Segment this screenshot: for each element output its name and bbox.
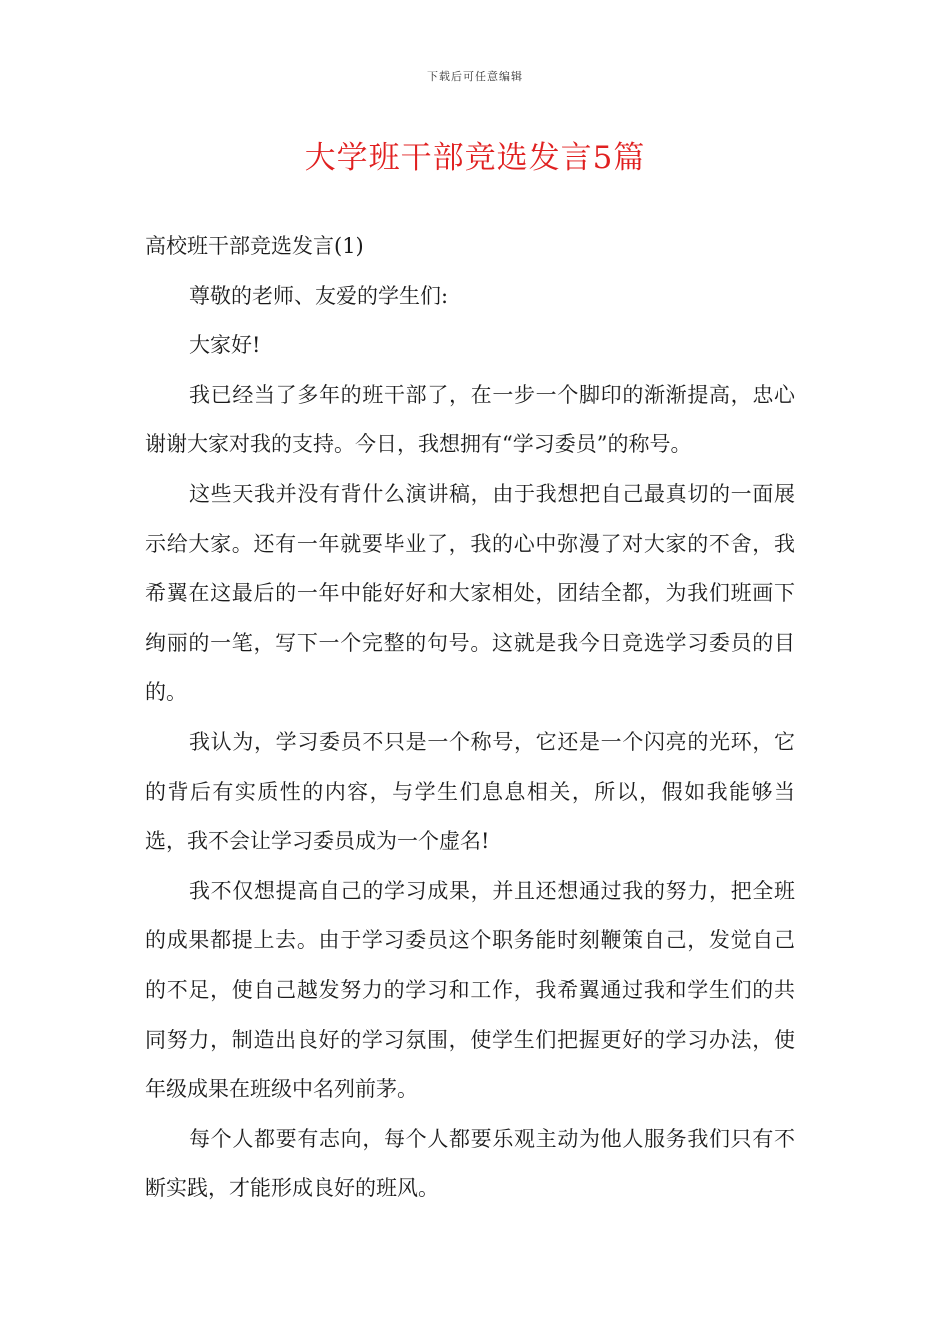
paragraph: 我认为，学习委员不只是一个称号，它还是一个闪亮的光环，它的背后有实质性的内容，与学生们息息相关，所以，假如我能够当选，我不会让学习委员成为一个虚名! xyxy=(145,729,795,854)
header-note: 下载后可任意编辑 xyxy=(427,70,523,83)
paragraph: 这些天我并没有背什么演讲稿，由于我想把自己最真切的一面展示给大家。还有一年就要毕业了，我的心中弥漫了对大家的不舍，我希翼在这最后的一年中能好好和大家相处，团结全都，为我们班画下绚丽的一笔，写下一个完整的句号。这就是我今日竞选学习委员的目的。 xyxy=(145,481,795,705)
salutation: 尊敬的老师、友爱的学生们: xyxy=(189,283,449,308)
paragraph: 每个人都要有志向，每个人都要乐观主动为他人服务我们只有不断实践，才能形成良好的班风。 xyxy=(145,1126,795,1201)
greeting: 大家好! xyxy=(189,333,261,358)
section-heading: 高校班干部竞选发言(1) xyxy=(145,234,364,258)
document-title: 大学班干部竞选发言5篇 xyxy=(304,140,646,176)
paragraph: 我已经当了多年的班干部了，在一步一个脚印的渐渐提高，忠心谢谢大家对我的支持。今日，我想拥有“学习委员”的称号。 xyxy=(145,382,795,457)
paragraph: 我不仅想提高自己的学习成果，并且还想通过我的努力，把全班的成果都提上去。由于学习委员这个职务能时刻鞭策自己，发觉自己的不足，使自己越发努力的学习和工作，我希翼通过我和学生们的共同努力，制造出良好的学习氛围，使学生们把握更好的学习办法，使年级成果在班级中名列前茅。 xyxy=(145,878,795,1102)
document-body xyxy=(145,222,795,1214)
